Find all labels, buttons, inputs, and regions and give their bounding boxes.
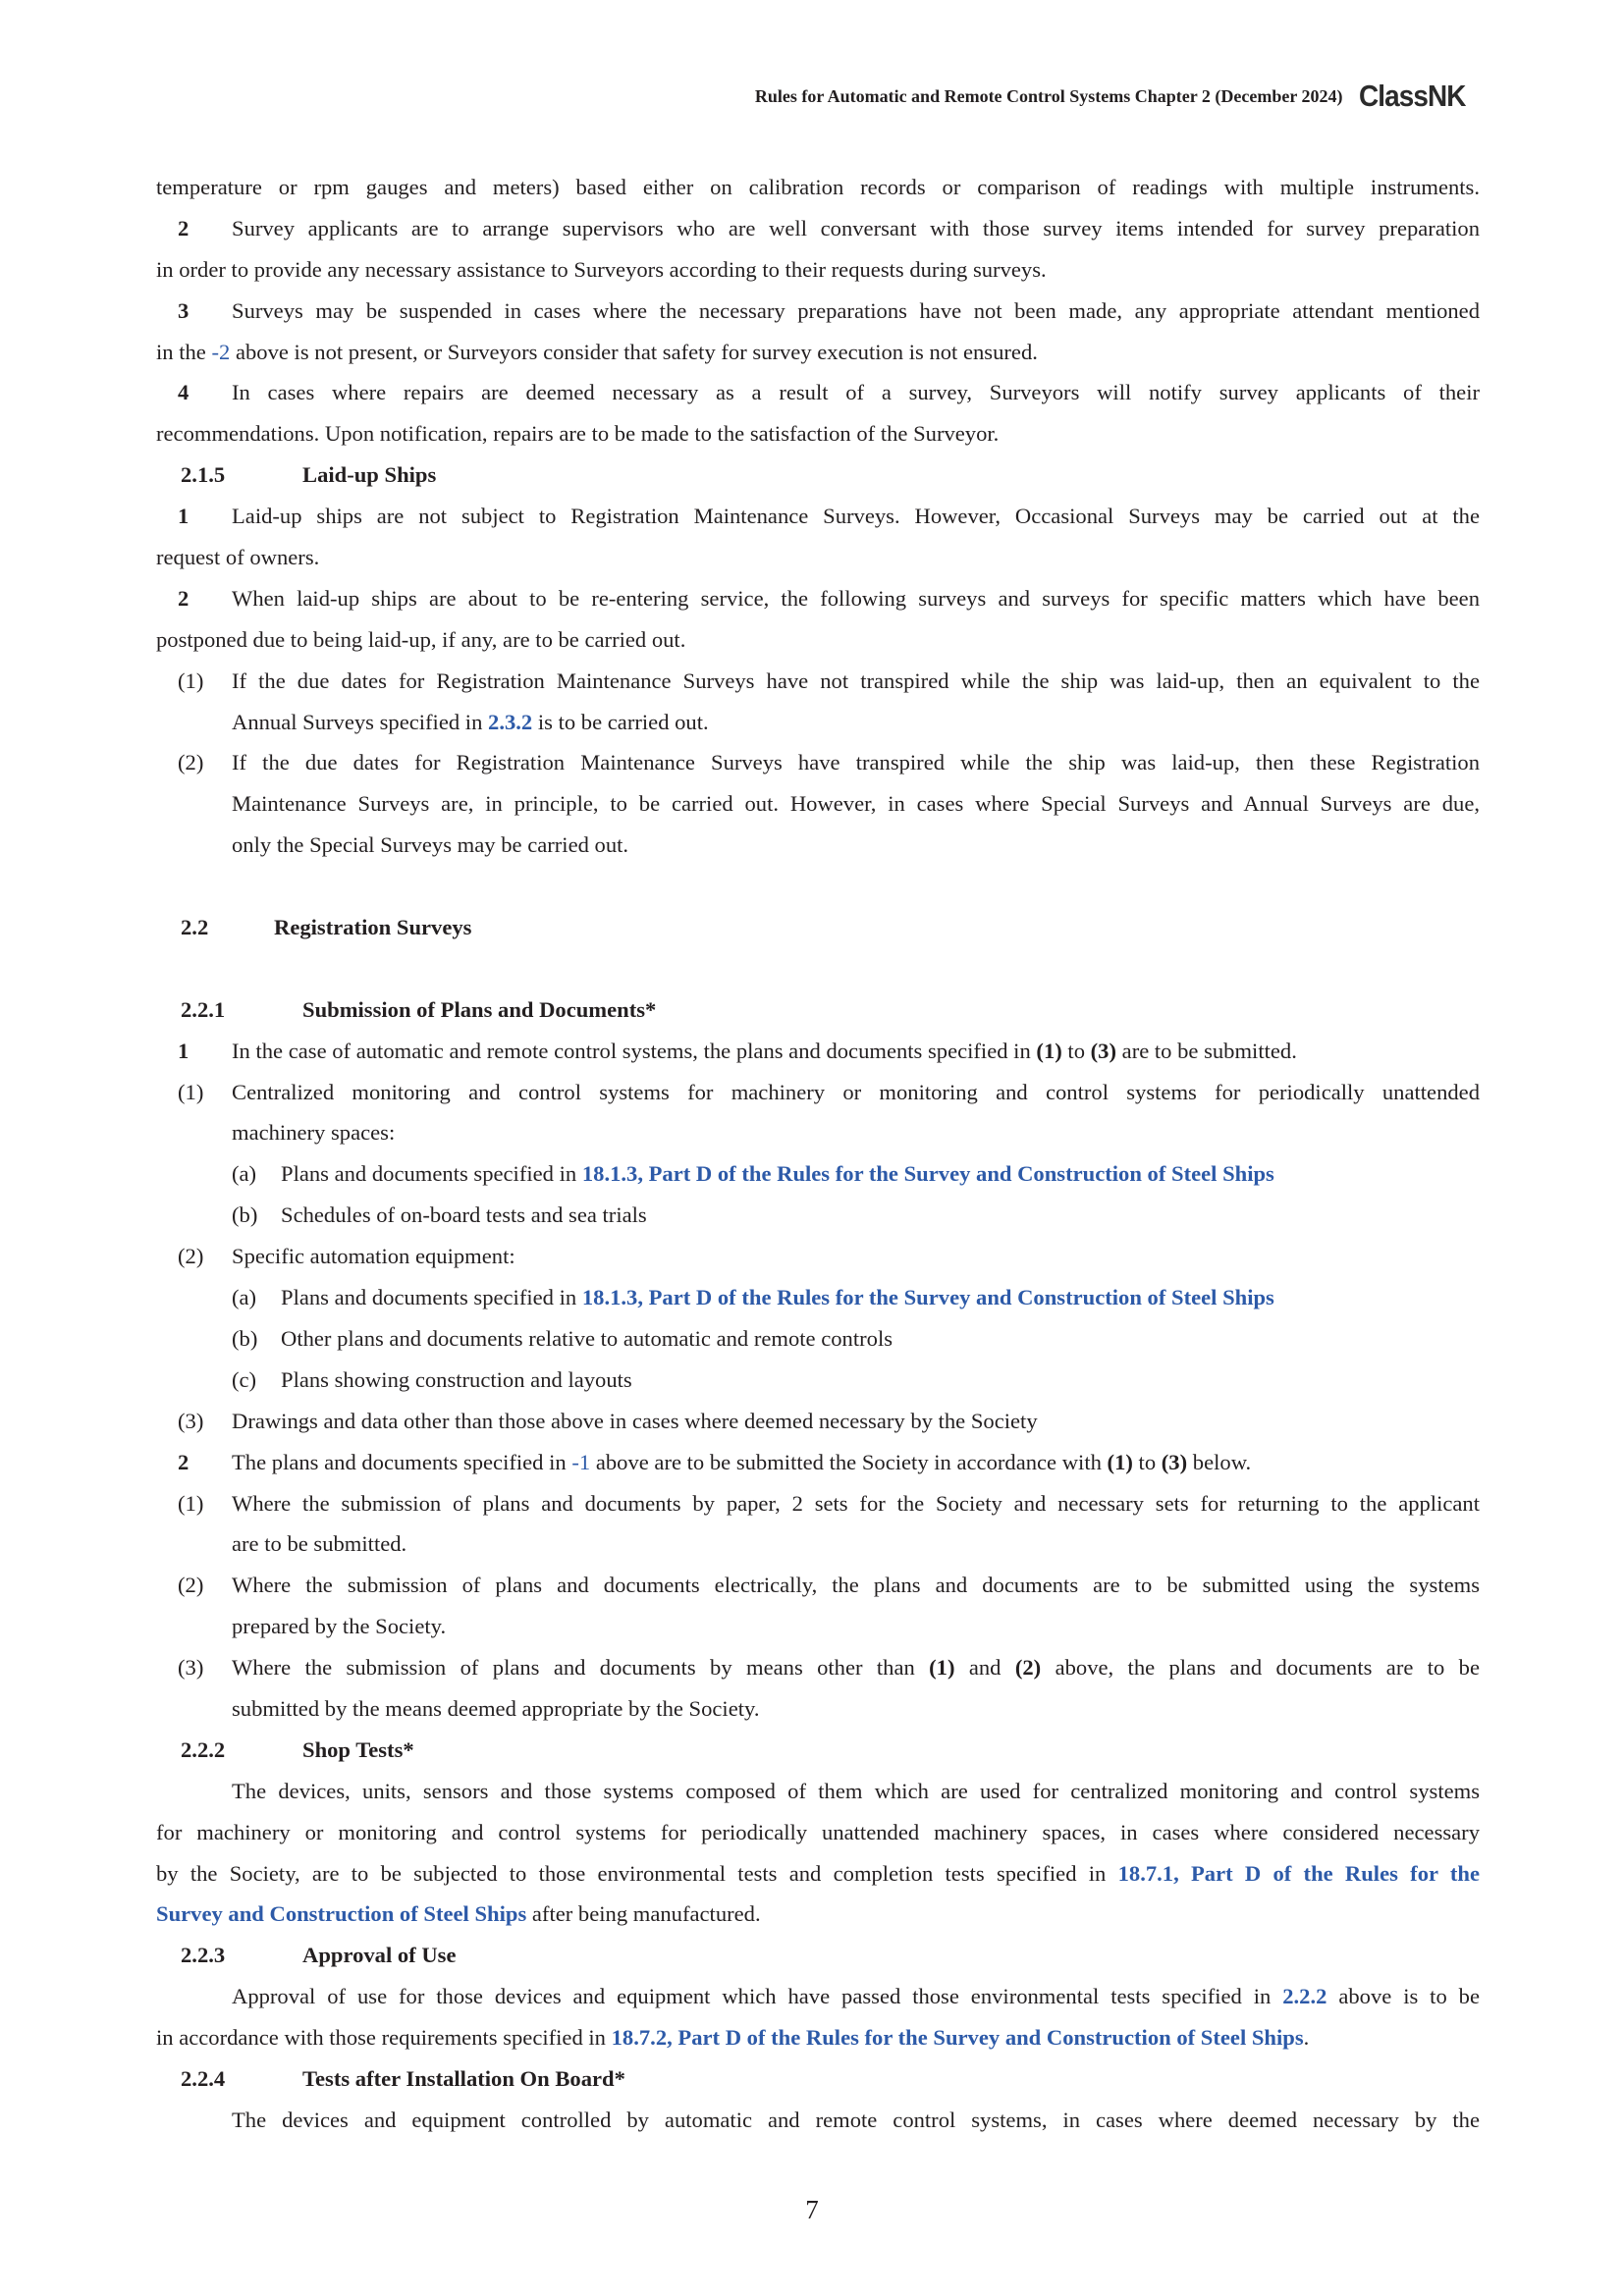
paragraph-line: in the -2 above is not present, or Surveyors consider that safety for survey execution is not ensured.: [156, 339, 1038, 364]
paragraph-1: 1 Laid-up ships are not subject to Registration Maintenance Surveys. However, Occasional Surveys may be carried out at the: [178, 504, 1480, 529]
section-heading-2-2: 2.2 Registration Surveys: [181, 915, 472, 940]
list-item: (1) Centralized monitoring and control systems for machinery or monitoring and control systems for periodically unattended: [178, 1079, 1480, 1104]
paragraph-line: The devices, units, sensors and those systems composed of them which are used for centralized monitoring and control systems: [232, 1778, 1480, 1803]
paragraph-line: postponed due to being laid-up, if any, are to be carried out.: [156, 626, 686, 652]
section-heading-2-1-5: 2.1.5 Laid-up Ships: [181, 462, 437, 488]
sub-list-item: (b) Other plans and documents relative to automatic and remote controls: [232, 1325, 893, 1351]
cross-reference-link[interactable]: 18.1.3, Part D of the Rules for the Survey and Construction of Steel Ships: [581, 1285, 1274, 1310]
list-item: (2) Where the submission of plans and documents electrically, the plans and documents are to be submitted using the systems: [178, 1573, 1480, 1598]
page-header: [755, 77, 1477, 116]
paragraph-line: by the Society, are to be subjected to those environmental tests and completion tests specified in 18.7.1, Part D of the Rules for the: [156, 1860, 1480, 1886]
list-item: (2) If the due dates for Registration Maintenance Surveys have transpired while the ship was laid-up, then these Registration: [178, 750, 1480, 775]
header-title: Rules for Automatic and Remote Control Systems Chapter 2 (December 2024): [754, 85, 1343, 106]
list-item: (3) Where the submission of plans and documents by means other than (1) and (2) above, the plans and documents are to be: [178, 1655, 1480, 1681]
cross-reference-link[interactable]: Survey and Construction of Steel Ships: [156, 1901, 527, 1927]
paragraph-line: temperature or rpm gauges and meters) based either on calibration records or comparison of readings with multiple instruments.: [156, 175, 1480, 199]
cross-reference-link[interactable]: 2.3.2: [488, 709, 533, 734]
paragraph-line: Survey and Construction of Steel Ships after being manufactured.: [156, 1901, 761, 1927]
paragraph-line: request of owners.: [156, 545, 320, 570]
paragraph-line: in order to provide any necessary assistance to Surveyors according to their requests during surveys.: [156, 256, 1047, 282]
paragraph-1: 1 In the case of automatic and remote control systems, the plans and documents specified in (1) to (3) are to be submitted.: [178, 1038, 1297, 1063]
list-item: (2) Specific automation equipment:: [178, 1244, 515, 1269]
paragraph-line: recommendations. Upon notification, repairs are to be made to the satisfaction of the Surveyor.: [156, 421, 1000, 447]
section-heading-2-2-4: 2.2.4 Tests after Installation On Board*: [181, 2065, 625, 2091]
paragraph-2: 2 When laid-up ships are about to be re-entering service, the following surveys and surveys for specific matters which have been: [178, 585, 1480, 611]
cross-reference-link[interactable]: -2: [211, 339, 231, 364]
page-number: 7: [805, 2195, 819, 2224]
sub-list-item: (a) Plans and documents specified in 18.1.3, Part D of the Rules for the Survey and Construction of Steel Ships: [232, 1285, 1274, 1310]
cross-reference-link[interactable]: 2.2.2: [1282, 1984, 1327, 2009]
section-heading-2-2-1: 2.2.1 Submission of Plans and Documents*: [181, 996, 657, 1022]
sub-list-item: (c) Plans showing construction and layouts: [232, 1366, 632, 1392]
paragraph-3: 3 Surveys may be suspended in cases where the necessary preparations have not been made, any appropriate attendant mentioned: [178, 297, 1480, 323]
paragraph-4: 4 In cases where repairs are deemed necessary as a result of a survey, Surveyors will notify survey applicants of their: [178, 380, 1480, 405]
list-item: (1) Where the submission of plans and documents by paper, 2 sets for the Society and necessary sets for returning to the applicant: [178, 1490, 1480, 1516]
list-item-line: machinery spaces:: [232, 1120, 396, 1146]
sub-list-item: (a) Plans and documents specified in 18.1.3, Part D of the Rules for the Survey and Construction of Steel Ships: [232, 1161, 1274, 1187]
paragraph-line: in accordance with those requirements specified in 18.7.2, Part D of the Rules for the Survey and Construction of Steel Ships.: [156, 2025, 1310, 2051]
list-item-line: Annual Surveys specified in 2.3.2 is to be carried out.: [232, 709, 709, 734]
list-item: (1) If the due dates for Registration Maintenance Surveys have not transpired while the ship was laid-up, then an equivalent to the: [178, 667, 1480, 693]
paragraph-2: 2 Survey applicants are to arrange supervisors who are well conversant with those survey items intended for survey preparation: [178, 215, 1480, 240]
cross-reference-link[interactable]: 18.1.3, Part D of the Rules for the Survey and Construction of Steel Ships: [581, 1161, 1274, 1187]
cross-reference-link[interactable]: -1: [571, 1449, 591, 1474]
list-item-line: Maintenance Surveys are, in principle, to be carried out. However, in cases where Special Surveys and Annual Surveys are due,: [232, 791, 1480, 817]
section-heading-2-2-2: 2.2.2 Shop Tests*: [181, 1736, 414, 1762]
cross-reference-link[interactable]: 18.7.2, Part D of the Rules for the Survey and Construction of Steel Ships: [611, 2025, 1304, 2051]
list-item-line: are to be submitted.: [232, 1531, 407, 1557]
cross-reference-link[interactable]: 18.7.1, Part D of the Rules for the: [1117, 1860, 1480, 1886]
classnk-logo: ClassNK: [1358, 79, 1465, 113]
list-item-line: submitted by the means deemed appropriate by the Society.: [232, 1695, 760, 1721]
list-item-line: prepared by the Society.: [232, 1614, 447, 1639]
list-item: (3) Drawings and data other than those above in cases where deemed necessary by the Society: [178, 1408, 1038, 1433]
document-body: [156, 167, 1480, 2141]
paragraph-line: The devices and equipment controlled by automatic and remote control systems, in cases where deemed necessary by the: [232, 2107, 1480, 2132]
section-heading-2-2-3: 2.2.3 Approval of Use: [181, 1943, 457, 1968]
paragraph-2: 2 The plans and documents specified in -1 above are to be submitted the Society in accordance with (1) to (3) below.: [178, 1449, 1252, 1474]
sub-list-item: (b) Schedules of on-board tests and sea trials: [232, 1202, 647, 1228]
paragraph-line: Approval of use for those devices and equipment which have passed those environmental tests specified in 2.2.2 above is to be: [232, 1984, 1480, 2009]
list-item-line: only the Special Surveys may be carried out.: [232, 832, 629, 858]
paragraph-line: for machinery or monitoring and control systems for periodically unattended machinery spaces, in cases where considered necessary: [156, 1819, 1480, 1844]
